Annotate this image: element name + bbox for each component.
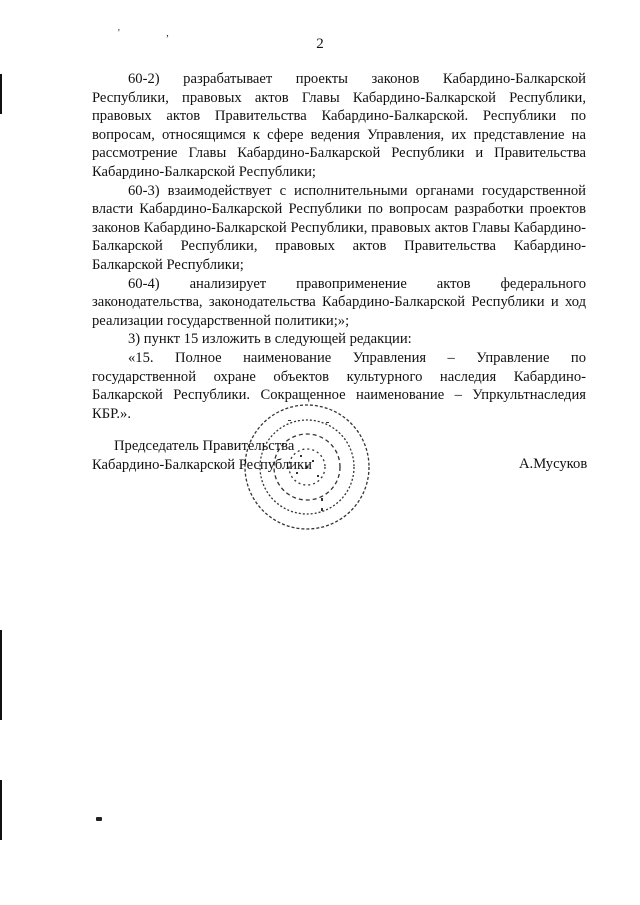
paragraph-60-4: 60-4) анализирует правоприменение актов федерального законодательства, законодательства Кабардино-Балкарской Республики и ход реализации государственной политики;»; bbox=[92, 275, 586, 329]
signer-title-line2: Кабардино-Балкарской Республики bbox=[92, 457, 312, 473]
page-number: 2 bbox=[316, 36, 324, 52]
signer-name: А.Мусуков bbox=[519, 456, 588, 472]
scan-border-mark bbox=[0, 630, 2, 720]
paragraph-60-3: 60-3) взаимодействует с исполнительными органами государственной власти Кабардино-Балкарской Республики по вопросам разработки проектов законов Кабардино-Балкарской Республики, правовых актов Главы Кабардино-Балкарской Республики, правовых актов Правительства Кабардино-Балкарской Республики; bbox=[92, 182, 586, 273]
scan-border-mark bbox=[0, 780, 2, 840]
paragraph-60-2: 60-2) разрабатывает проекты законов Кабардино-Балкарской Республики, правовых актов Главы Кабардино-Балкарской Республики, правовых актов Правительства Кабардино-Балкарской. Республики по вопросам, относящимся к сфере ведения Управления, их представление на рассмотрение Главы Кабардино-Балкарской Республики и Правительства Кабардино-Балкарской Республики; bbox=[92, 71, 586, 180]
paragraph-item-15: «15. Полное наименование Управления – Управление по государственной охране объектов культурного наследия Кабардино-Балкарской Республики. Сокращенное наименование – Упркультнаследия КБР.». bbox=[92, 349, 586, 422]
paragraph-item-3: 3) пункт 15 изложить в следующей редакции: bbox=[128, 331, 412, 348]
scan-marks: ' , bbox=[118, 28, 191, 39]
scan-border-mark bbox=[0, 74, 2, 114]
signer-title-line1: Председатель Правительства bbox=[114, 438, 295, 454]
document-body bbox=[92, 70, 586, 423]
scan-dot-mark bbox=[96, 817, 102, 821]
signature-position bbox=[92, 437, 312, 475]
